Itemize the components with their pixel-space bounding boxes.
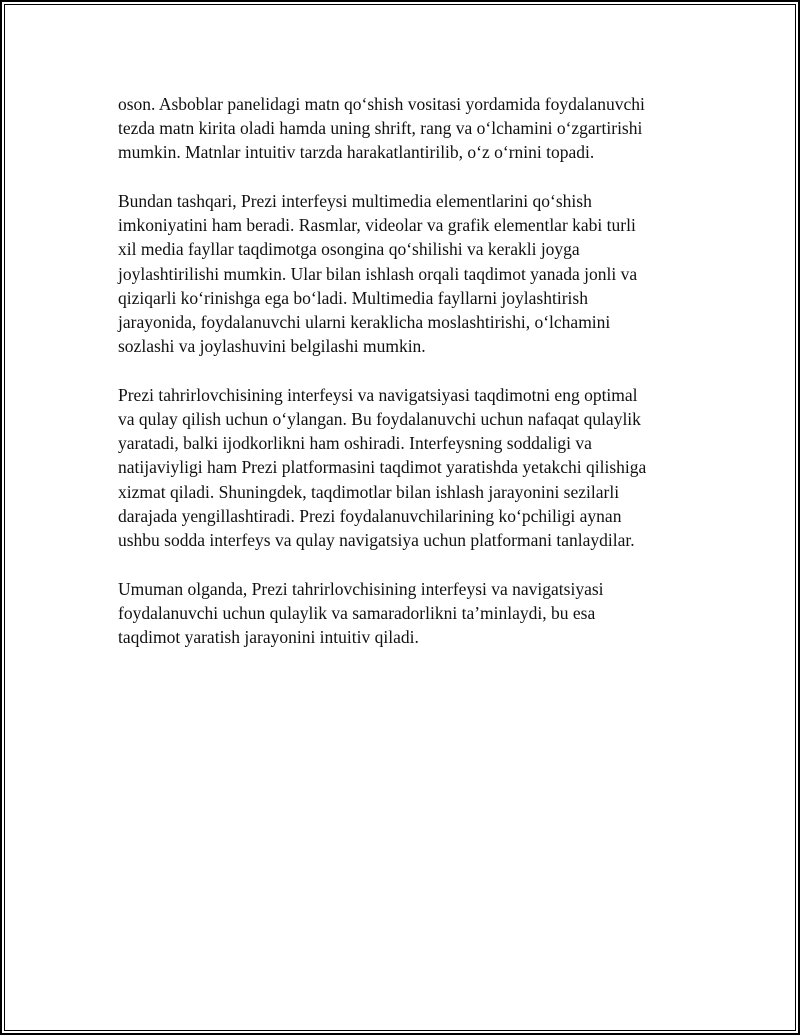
text-line: joylashtirilishi mumkin. Ular bilan ishlash orqali taqdimot yanada jonli va (118, 263, 638, 284)
text-line: ushbu sodda interfeys va qulay navigatsiya uchun platformani tanlaydilar. (118, 530, 635, 551)
paragraph-4 (118, 577, 688, 650)
text-line: xizmat qiladi. Shuningdek, taqdimotlar bilan ishlash jarayonini sezilarli (118, 481, 620, 502)
text-line: jarayonida, foydalanuvchi ularni keraklicha moslashtirishi, o‘lchamini (118, 312, 611, 333)
text-line: Umuman olganda, Prezi tahrirlovchisining interfeysi va navigatsiyasi (118, 578, 604, 599)
text-line: imkoniyatini ham beradi. Rasmlar, videolar va grafik elementlar kabi turli (118, 215, 636, 236)
text-line: tezda matn kirita oladi hamda uning shrift, rang va o‘lchamini o‘zgartirishi (118, 118, 643, 139)
text-line: foydalanuvchi uchun qulaylik va samaradorlikni ta’minlaydi, bu esa (118, 602, 596, 623)
text-line: yaratadi, balki ijodkorlikni ham oshiradi. Interfeysning soddaligi va (118, 433, 592, 454)
text-line: xil media fayllar taqdimotga osongina qo‘shilishi va kerakli joyga (118, 239, 580, 260)
text-line: Prezi tahrirlovchisining interfeysi va navigatsiyasi taqdimotni eng optimal (118, 384, 638, 405)
text-line: mumkin. Matnlar intuitiv tarzda harakatlantirilib, o‘z o‘rnini topadi. (118, 142, 595, 163)
paragraph-2 (118, 189, 688, 358)
text-line: sozlashi va joylashuvini belgilashi mumkin. (118, 336, 426, 357)
text-line: qiziqarli ko‘rinishga ega bo‘ladi. Multimedia fayllarni joylashtirish (118, 287, 588, 308)
text-line: taqdimot yaratish jarayonini intuitiv qiladi. (118, 627, 419, 648)
text-line: Bundan tashqari, Prezi interfeysi multimedia elementlarini qo‘shish (118, 191, 592, 211)
text-line: natijaviyligi ham Prezi platformasini taqdimot yaratishda yetakchi qilishiga (118, 457, 647, 478)
text-line: darajada yengillashtiradi. Prezi foydalanuvchilarining ko‘pchiligi aynan (118, 505, 622, 526)
paragraph-1 (118, 92, 688, 165)
text-line: va qulay qilish uchun o‘ylangan. Bu foydalanuvchi uchun nafaqat qulaylik (118, 409, 641, 430)
paragraph-3 (118, 383, 688, 552)
text-line: oson. Asboblar panelidagi matn qo‘shish vositasi yordamida foydalanuvchi (118, 94, 645, 114)
document-body (118, 92, 688, 674)
